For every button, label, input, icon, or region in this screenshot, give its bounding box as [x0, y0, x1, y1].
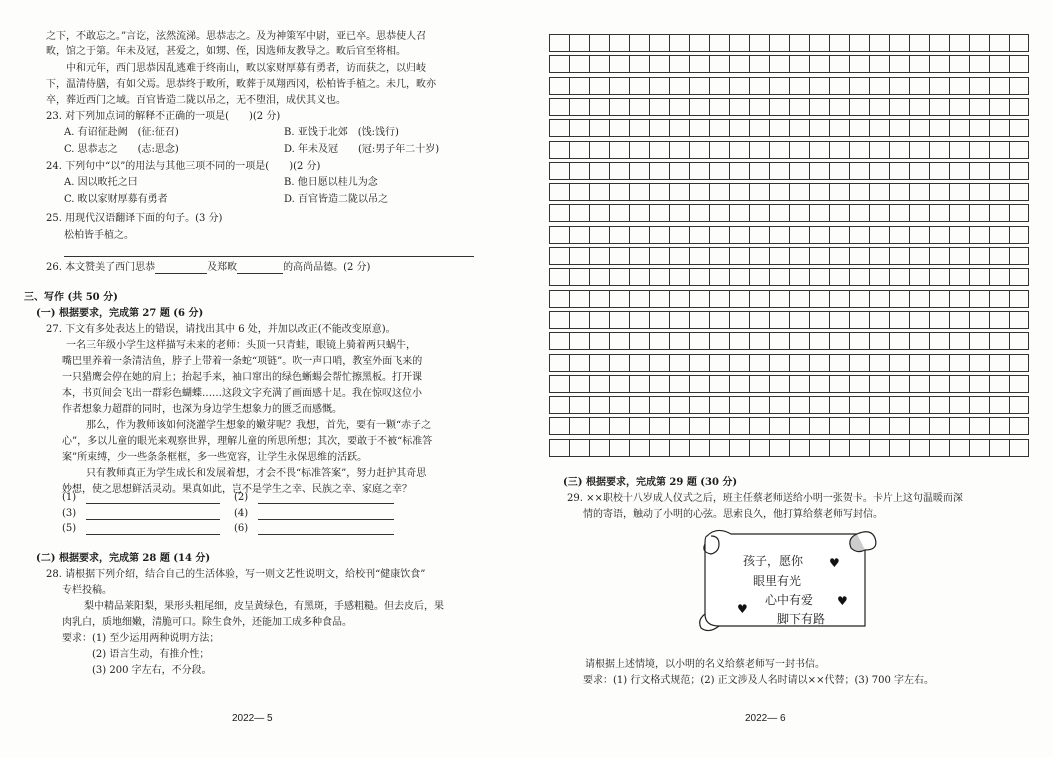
grid-row — [549, 226, 1029, 244]
q27-passage-line: 妙想，使之思想鲜活灵动。果真如此，岂不是学生之幸、民族之幸、家庭之幸？ — [62, 484, 412, 495]
q29-line: 情的寄语，触动了小明的心弦。思索良久，他打算给蔡老师写封信。 — [583, 509, 883, 520]
q29-requirements: 要求：(1) 行文格式规范；(2) 正文涉及人名时请以××代替；(3) 700 字左右。 — [583, 675, 935, 686]
q28-line: 28. 请根据下列介绍，结合自己的生活体验，写一则文艺性说明文，给校刊“健康饮食” — [46, 569, 426, 580]
q27-blank-label: (5) — [62, 523, 77, 534]
grid-row — [549, 34, 1029, 52]
q28-line: (2) 语言生动，有推介性； — [92, 649, 210, 660]
left-page — [0, 0, 526, 757]
q27-blank-line — [258, 519, 394, 520]
classical-line: 畋，馆之于第。年未及冠，甚爱之，如甥、侄，因选师友教导之。畋后官至将相。 — [46, 46, 406, 57]
answer-line — [64, 256, 474, 257]
q26-part2: 及郑畋 — [207, 262, 238, 273]
q27-passage-line: 一名三年级小学生这样描写未来的老师：头顶一只青蛙，眼镜上骑着两只蜗牛， — [66, 340, 416, 351]
q28-line: 要求：(1) 至少运用两种说明方法； — [62, 633, 220, 644]
page-number: 2022— 6 — [745, 713, 786, 724]
q27-passage-line: 案”所束缚，少一些条条框框，多一些宽容，让学生永保思维的活跃。 — [62, 452, 368, 463]
greeting-card — [697, 522, 881, 640]
grid-row — [549, 183, 1029, 201]
heart-icon: ♥ — [837, 594, 848, 608]
q27-passage-line: 一只猎鹰会停在她的肩上；抬起手来，袖口窜出的绿色蜥蜴会帮忙擦黑板。打开课 — [62, 372, 422, 383]
grid-row — [549, 119, 1029, 137]
q28-line: 梨中精品莱阳梨，果形头粗尾细，皮呈黄绿色，有黑斑，手感粗糙。但去皮后，果 — [84, 601, 444, 612]
classical-line: 下，温清侍膳，有如父焉。思恭终于畋所，畋葬于凤翔西冈，松柏皆手植之。未几，畋亦 — [46, 79, 436, 90]
grid-row — [549, 439, 1029, 457]
section-writing-title: 三、写作 (共 50 分) — [24, 292, 118, 303]
grid-row — [549, 332, 1029, 350]
q27-blank-line — [258, 503, 394, 504]
heart-icon: ♥ — [829, 556, 840, 570]
grid-row — [549, 98, 1029, 116]
q27-passage-line: 心”，多以儿童的眼光来观察世界，理解儿童的所思所想；其次，要敢于不被“标准答 — [62, 436, 433, 447]
q25-sentence: 松柏皆手植之。 — [64, 230, 134, 241]
grid-row — [549, 290, 1029, 308]
grid-row — [549, 162, 1029, 180]
grid-row — [549, 354, 1029, 372]
grid-row — [549, 141, 1029, 159]
q24-option-d: D. 百官皆造二陇以吊之 — [284, 194, 389, 205]
q24-option-a: A. 因以畋托之曰 — [64, 177, 138, 188]
sub-section-1: (一) 根据要求，完成第 27 题 (6 分) — [36, 308, 204, 319]
q27-blank-line — [86, 534, 220, 535]
heart-icon: ♥ — [737, 602, 748, 616]
q27-passage-line: 本，书页间会飞出一群彩色蝴蝶……这段文字充满了画面感十足。我在惊叹这位小 — [62, 388, 422, 399]
q28-line: 肉乳白，质地细嫩，清脆可口。除生食外，还能加工成多种食品。 — [62, 617, 352, 628]
sub-section-3: (三) 根据要求，完成第 29 题 (30 分) — [563, 477, 738, 488]
q23-option-d: D. 年未及冠 (冠:男子年二十岁) — [284, 144, 440, 155]
grid-row — [549, 55, 1029, 73]
q23-option-b: B. 亚饯于北郊 (饯:饯行) — [284, 127, 399, 138]
q26-text — [46, 261, 370, 274]
grid-row — [549, 77, 1029, 95]
card-line: 心中有爱 — [765, 593, 814, 607]
q24-option-c: C. 畋以家财厚募有勇者 — [64, 194, 168, 205]
q27-passage-line: 那么，作为教师该如何浇灌学生想象的嫩芽呢？我想，首先，要有一颗“赤子之 — [86, 420, 432, 431]
q27-blank-line — [86, 503, 220, 504]
q23-option-a: A. 有诏征赴阙 (征:征召) — [64, 127, 179, 138]
page-number: 2022— 5 — [232, 713, 273, 724]
q25-stem: 25. 用现代汉语翻译下面的句子。(3 分) — [46, 213, 223, 224]
q29-line: 29. ××职校十八岁成人仪式之后，班主任蔡老师送给小明一张贺卡。卡片上这句温暖而深 — [567, 493, 963, 504]
q27-passage-line: 只有教师真正为学生成长和发展着想，才会不畏“标准答案”，努力赶护其奇思 — [86, 468, 427, 479]
q27-blank-label: (4) — [234, 508, 249, 519]
classical-line: 之下，不敢忘之。”言讫，泫然流涕。思恭志之。及为神策军中尉，亚已卒。思恭使人召 — [46, 31, 427, 42]
q24-option-b: B. 他日愿以桂儿为念 — [284, 177, 378, 188]
q27-blank-label: (2) — [234, 492, 249, 503]
q29-instruction: 请根据上述情境，以小明的名义给蔡老师写一封书信。 — [585, 659, 825, 670]
grid-row — [549, 311, 1029, 329]
sub-section-2: (二) 根据要求，完成第 28 题 (14 分) — [36, 553, 211, 564]
card-line: 脚下有路 — [777, 612, 826, 626]
q28-line: 专栏投稿。 — [62, 585, 112, 596]
grid-row — [549, 396, 1029, 414]
q27-stem: 27. 下文有多处表达上的错误，请找出其中 6 处，并加以改正(不能改变原意)。 — [46, 324, 396, 335]
q27-passage-line: 作者想象力超群的同时，也深为身边学生想象力的匮乏而感慨。 — [62, 404, 342, 415]
composition-grid — [549, 34, 1029, 460]
grid-row — [549, 375, 1029, 393]
grid-row — [549, 247, 1029, 265]
classical-line: 中和元年，西门思恭因乱逃难于终南山，畋以家财厚募有勇者，访而获之，以归岐 — [66, 63, 426, 74]
q28-line: (3) 200 字左右，不分段。 — [92, 665, 212, 676]
right-page — [527, 0, 1053, 757]
q23-option-c: C. 思恭志之 (志:思念) — [64, 144, 179, 155]
q27-blank-line — [258, 534, 394, 535]
q27-blank-label: (6) — [234, 523, 249, 534]
grid-row — [549, 268, 1029, 286]
grid-row — [549, 417, 1029, 435]
q24-stem: 24. 下列句中“以”的用法与其他三项不同的一项是( )(2 分) — [46, 161, 321, 172]
grid-row — [549, 204, 1029, 222]
q26-blank-1 — [155, 262, 207, 274]
card-line: 眼里有光 — [753, 574, 802, 588]
q27-blank-line — [86, 519, 220, 520]
classical-line: 卒，葬近西门之域。百官皆造二陇以吊之，无不堕泪，成伏其义也。 — [46, 95, 346, 106]
q26-part3: 的高尚品德。(2 分) — [283, 262, 371, 273]
q27-blank-label: (1) — [62, 492, 77, 503]
q23-stem: 23. 对下列加点词的解释不正确的一项是( )(2 分) — [46, 111, 281, 122]
q27-blank-label: (3) — [62, 508, 77, 519]
q26-blank-2 — [237, 262, 283, 274]
card-line: 孩子，愿你 — [743, 554, 804, 568]
q27-passage-line: 嘴巴里养着一条清洁鱼，脖子上带着一条蛇“项链”。吹一声口哨，教室外面飞来的 — [62, 356, 423, 367]
q26-part1: 26. 本文赞美了西门思恭 — [46, 262, 156, 273]
